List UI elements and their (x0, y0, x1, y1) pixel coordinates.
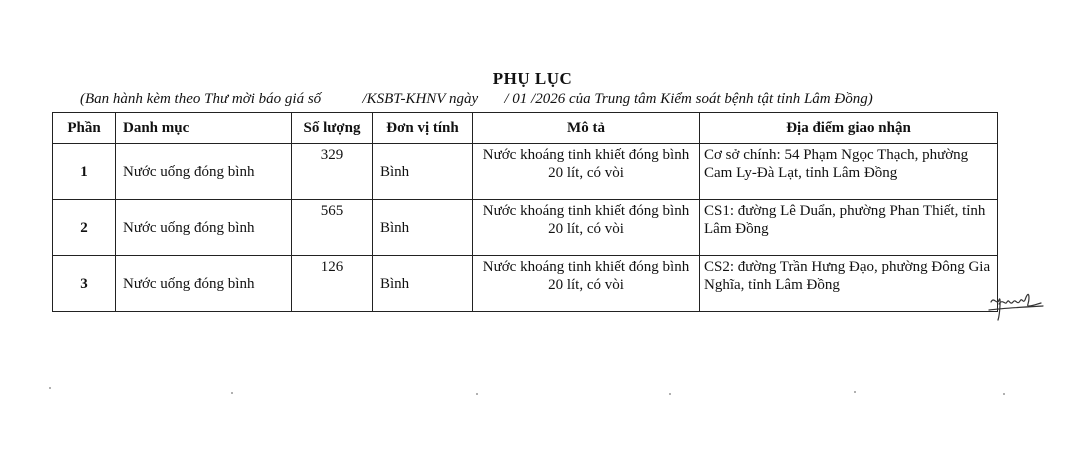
table-row (53, 144, 998, 200)
scan-speck (1003, 393, 1005, 395)
cell-quantity: 565 (292, 200, 373, 256)
cell-category: Nước uống đóng bình (116, 200, 292, 256)
scan-speck (669, 393, 671, 395)
cell-quantity: 126 (292, 256, 373, 312)
cell-description: Nước khoáng tinh khiết đóng bình 20 lít, có vòi (473, 144, 700, 200)
table-header-row (53, 113, 998, 144)
table-row (53, 200, 998, 256)
scan-speck (476, 393, 478, 395)
cell-part: 1 (53, 144, 116, 200)
cell-location: CS2: đường Trần Hưng Đạo, phường Đông Gia Nghĩa, tỉnh Lâm Đồng (700, 256, 998, 312)
cell-unit: Bình (373, 256, 473, 312)
cell-description: Nước khoáng tinh khiết đóng bình 20 lít, có vòi (473, 200, 700, 256)
signature-mark (985, 288, 1045, 324)
header-part: Phần (53, 113, 116, 144)
header-location: Địa điểm giao nhận (700, 113, 998, 144)
cell-category: Nước uống đóng bình (116, 144, 292, 200)
header-quantity: Số lượng (292, 113, 373, 144)
cell-category: Nước uống đóng bình (116, 256, 292, 312)
cell-part: 3 (53, 256, 116, 312)
cell-unit: Bình (373, 144, 473, 200)
page-title: PHỤ LỤC (492, 69, 573, 88)
scan-speck (49, 387, 51, 389)
cell-location: Cơ sở chính: 54 Phạm Ngọc Thạch, phường Cam Ly-Đà Lạt, tỉnh Lâm Đồng (700, 144, 998, 200)
header-category: Danh mục (116, 113, 292, 144)
cell-quantity: 329 (292, 144, 373, 200)
cell-part: 2 (53, 200, 116, 256)
header-unit: Đơn vị tính (373, 113, 473, 144)
appendix-table (52, 112, 998, 312)
page-subtitle: (Ban hành kèm theo Thư mời báo giá số /KSBT-KHNV ngày / 01 /2026 của Trung tâm Kiểm soát bệnh tật tỉnh Lâm Đồng) (80, 91, 873, 107)
header-description: Mô tả (473, 113, 700, 144)
scan-speck (854, 391, 856, 393)
scan-speck (231, 392, 233, 394)
cell-unit: Bình (373, 200, 473, 256)
cell-location: CS1: đường Lê Duẩn, phường Phan Thiết, tỉnh Lâm Đồng (700, 200, 998, 256)
table-row (53, 256, 998, 312)
cell-description: Nước khoáng tinh khiết đóng bình 20 lít, có vòi (473, 256, 700, 312)
